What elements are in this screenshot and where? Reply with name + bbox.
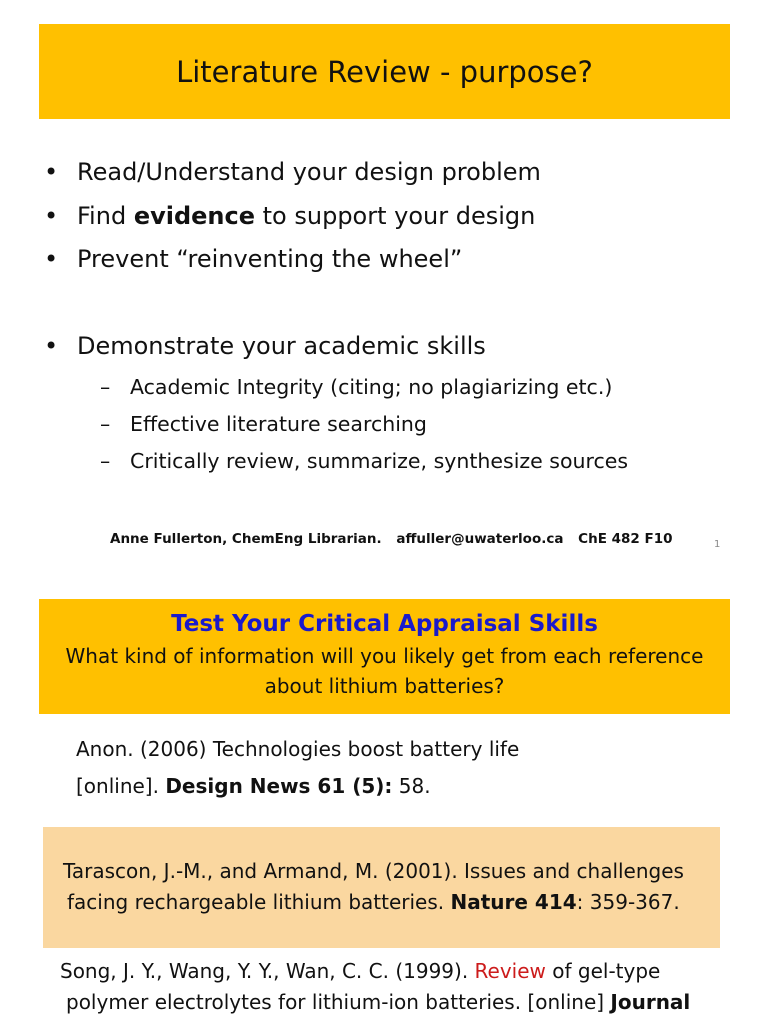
bullet-item <box>44 245 462 273</box>
dash-icon: – <box>100 412 111 436</box>
slide1-title-banner <box>39 24 730 119</box>
sub-bullet-item <box>100 449 628 473</box>
footer-email: affuller@uwaterloo.ca <box>396 531 564 547</box>
reference-2: Tarascon, J.-M., and Armand, M. (2001). Issues and challenges facing rechargeable lithium batteries. Nature 414: 359-367. <box>63 859 684 914</box>
bullet-bold-word: evidence <box>133 202 256 230</box>
footer-author: Anne Fullerton, ChemEng Librarian. <box>110 531 382 547</box>
sub-bullet-item <box>100 412 427 436</box>
page-number: 1 <box>714 539 721 550</box>
slide1-title: Literature Review - purpose? <box>176 54 593 89</box>
bullet-dot-icon: • <box>44 202 59 230</box>
slide1-footer <box>110 531 673 547</box>
slide2-title: Test Your Critical Appraisal Skills <box>171 611 598 637</box>
bullet-dot-icon: • <box>44 158 59 186</box>
slide2-title-banner <box>39 599 730 714</box>
sub-bullet-text: Academic Integrity (citing; no plagiarizing etc.) <box>130 375 613 399</box>
review-keyword: Review <box>474 959 546 983</box>
slide2-subtitle: What kind of information will you likely get from each reference about lithium batteries? <box>65 644 704 698</box>
footer-course: ChE 482 F10 <box>578 531 673 547</box>
reference-2-highlight <box>43 827 720 948</box>
reference-1: Anon. (2006) Technologies boost battery life [online]. Design News 61 (5): 58. <box>76 737 520 798</box>
sub-bullet-text: Critically review, summarize, synthesize sources <box>130 449 629 473</box>
bullet-dot-icon: • <box>44 245 59 273</box>
dash-icon: – <box>100 449 111 473</box>
bullet-item <box>44 158 541 186</box>
reference-3: Song, J. Y., Wang, Y. Y., Wan, C. C. (1999). Review of gel-type polymer electrolytes for lithium-ion batteries. [online] Journal <box>60 959 691 1014</box>
bullet-item <box>44 202 535 230</box>
bullet-text: Read/Understand your design problem <box>77 158 541 186</box>
sub-bullet-text: Effective literature searching <box>130 412 427 436</box>
dash-icon: – <box>100 375 111 399</box>
bullet-item <box>44 332 486 360</box>
bullet-text: Demonstrate your academic skills <box>77 332 486 360</box>
sub-bullet-item <box>100 375 612 399</box>
bullet-text: Prevent “reinventing the wheel” <box>77 245 463 273</box>
bullet-dot-icon: • <box>44 332 59 360</box>
bullet-text: Find evidence to support your design <box>77 202 536 230</box>
